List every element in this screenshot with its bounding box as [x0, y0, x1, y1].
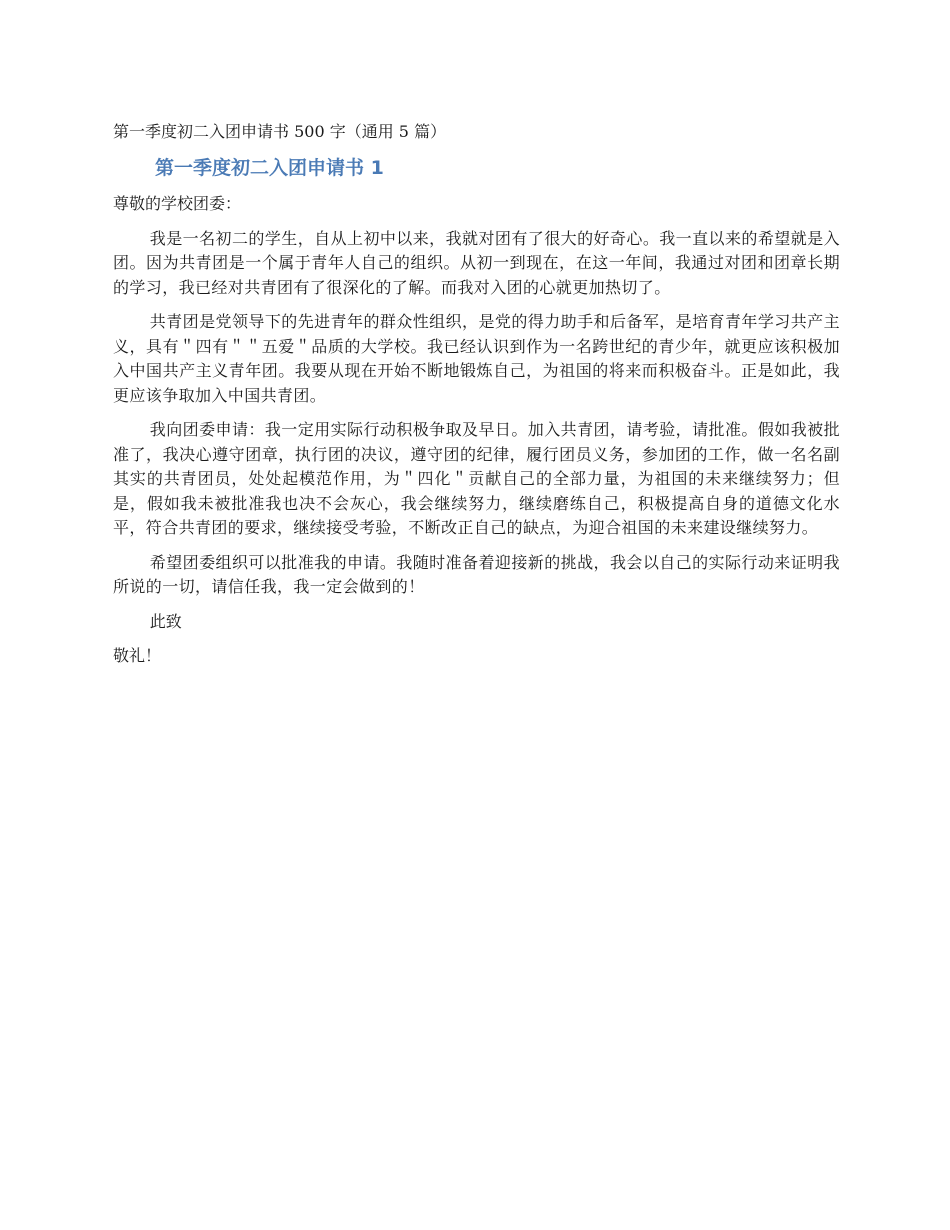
body-paragraph-3: 我向团委申请：我一定用实际行动积极争取及早日。加入共青团，请考验，请批准。假如我被批准了，我决心遵守团章，执行团的决议，遵守团的纪律，履行团员义务，参加团的工作，做一名名副其实的共青团员，处处起模范作用，为＂四化＂贡献自己的全部力量，为祖国的未来继续努力；但是，假如我未被批准我也决不会灰心，我会继续努力，继续磨练自己，积极提高自身的道德文化水平，符合共青团的要求，继续接受考验，不断改正自己的缺点，为迎合祖国的未来建设继续努力。 [113, 420, 840, 537]
document-page [113, 120, 840, 669]
closing-line: 此致 [149, 611, 182, 631]
closing-salute: 敬礼！ [113, 646, 162, 665]
section-heading: 第一季度初二入团申请书 1 [155, 157, 384, 179]
body-paragraph-4: 希望团委组织可以批准我的申请。我随时准备着迎接新的挑战，我会以自己的实际行动来证明我所说的一切，请信任我，我一定会做到的！ [113, 552, 840, 596]
body-paragraph-1: 我是一名初二的学生，自从上初中以来，我就对团有了很大的好奇心。我一直以来的希望就是入团。因为共青团是一个属于青年人自己的组织。从初一到现在，在这一年间，我通过对团和团章长期的学习，我已经对共青团有了很深化的了解。而我对入团的心就更加热切了。 [113, 228, 840, 297]
document-title: 第一季度初二入团申请书 500 字（通用 5 篇） [113, 122, 447, 141]
body-paragraph-2: 共青团是党领导下的先进青年的群众性组织，是党的得力助手和后备军，是培育青年学习共产主义，具有＂四有＂＂五爱＂品质的大学校。我已经认识到作为一名跨世纪的青少年，就更应该积极加入中国共产主义青年团。我要从现在开始不断地锻炼自己，为祖国的将来而积极奋斗。正是如此，我更应该争取加入中国共青团。 [113, 312, 840, 405]
salutation: 尊敬的学校团委： [113, 194, 242, 213]
